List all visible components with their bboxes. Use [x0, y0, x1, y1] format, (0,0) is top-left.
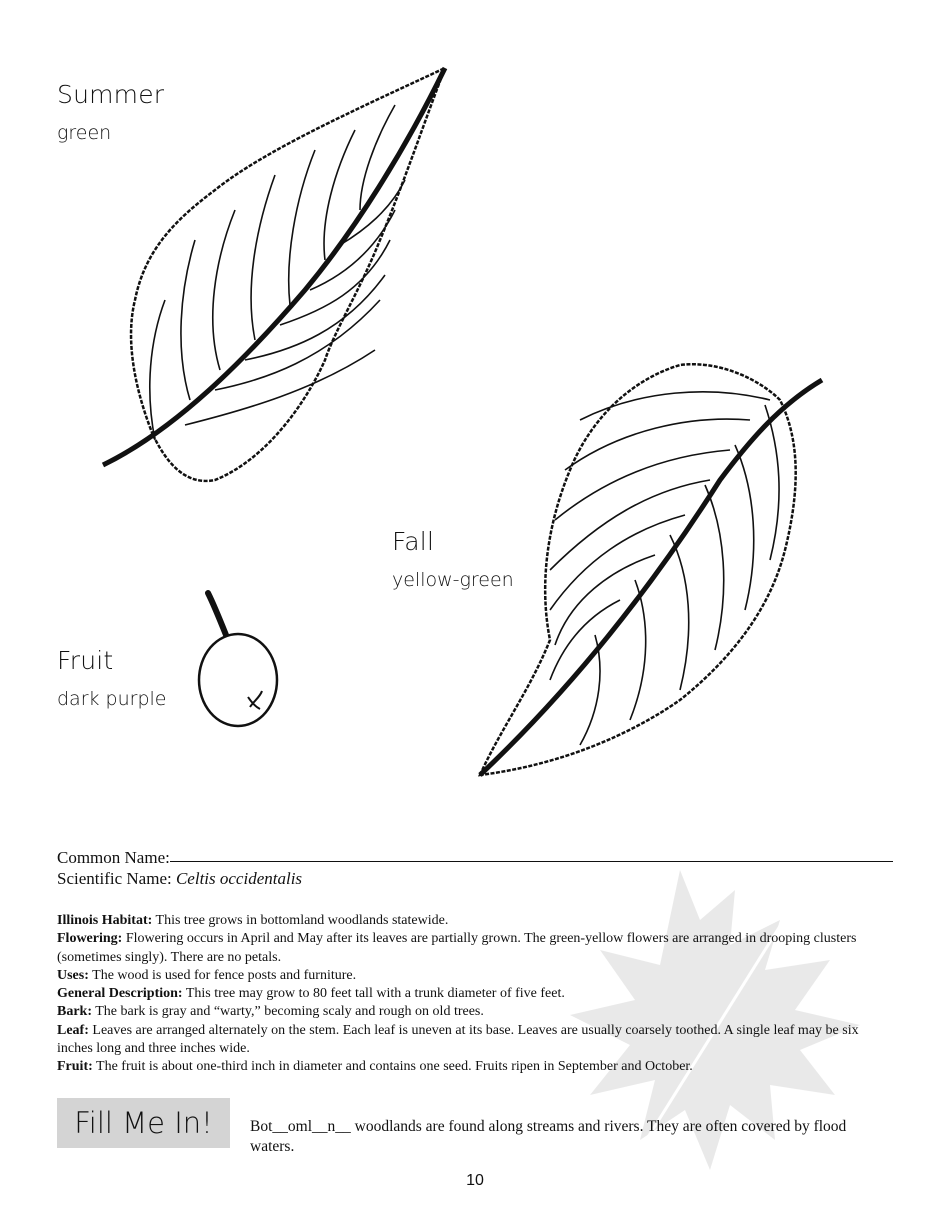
fact-label: Illinois Habitat:	[57, 913, 153, 928]
fact-uses	[57, 967, 892, 985]
common-name-line	[57, 847, 897, 868]
fact-text: The wood is used for fence posts and furniture.	[88, 967, 357, 983]
fruit-illustration	[190, 585, 290, 735]
fact-label: General Description:	[57, 986, 183, 1002]
fact-text: Flowering occurs in April and May after its leaves are partially grown. The green-yellow flowers are arranged in drooping clusters (sometimes singly). There are no petals.	[57, 931, 857, 965]
fact-label: Bark:	[57, 1004, 92, 1020]
fact-label: Fruit:	[57, 1059, 93, 1075]
fall-leaf-illustration	[470, 360, 830, 790]
fact-text: Leaves are arranged alternately on the stem. Each leaf is uneven at its base. Leaves are usually coarsely toothed. A single leaf may be six inches long and three inches wide.	[57, 1022, 859, 1057]
fact-label: Flowering:	[57, 931, 123, 947]
fruit-title: Fruit	[57, 646, 114, 675]
fall-title: Fall	[392, 527, 435, 556]
fact-text: This tree may grow to 80 feet tall with a trunk diameter of five feet.	[182, 986, 565, 1002]
fall-color: yellow-green	[392, 569, 514, 591]
summer-color: green	[57, 122, 112, 144]
fact-text: The fruit is about one-third inch in diameter and contains one seed. Fruits ripen in September and October.	[92, 1059, 693, 1075]
scientific-name-value: Celtis occidentalis	[175, 869, 303, 888]
page-number: 10	[466, 1172, 484, 1189]
fact-bark	[57, 1003, 892, 1021]
fact-habitat	[57, 912, 892, 930]
summer-title: Summer	[57, 80, 165, 109]
scientific-name-label: Scientific Name:	[57, 869, 176, 888]
fact-fruit	[57, 1058, 892, 1076]
names-block	[57, 847, 897, 889]
common-name-field[interactable]	[170, 847, 893, 862]
fruit-color: dark purple	[57, 688, 167, 710]
scientific-name-line	[57, 868, 897, 889]
summer-leaf-illustration	[95, 60, 455, 490]
facts-block	[57, 912, 892, 1077]
fact-text: This tree grows in bottomland woodlands statewide.	[152, 913, 449, 928]
fact-text: The bark is gray and “warty,” becoming scaly and rough on old trees.	[92, 1004, 484, 1020]
fact-general-description	[57, 985, 892, 1003]
fill-in-question: Bot__oml__n__ woodlands are found along streams and rivers. They are often covered by flood waters.	[250, 1118, 847, 1155]
fill-me-in-badge: Fill Me In!	[57, 1098, 230, 1148]
fact-label: Leaf:	[57, 1022, 89, 1038]
common-name-label: Common Name:	[57, 848, 170, 867]
fact-label: Uses:	[57, 967, 89, 983]
fact-leaf	[57, 1022, 892, 1059]
fact-flowering	[57, 930, 892, 967]
